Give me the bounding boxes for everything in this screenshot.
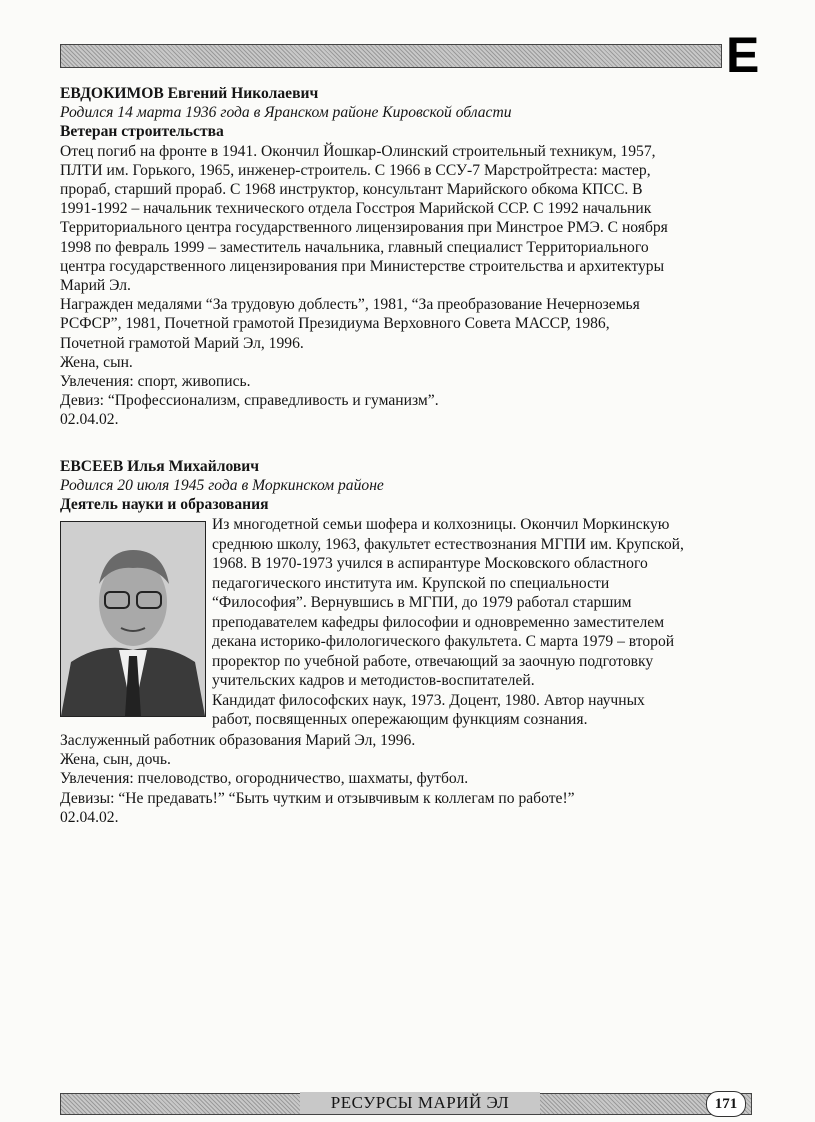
- text-line: Жена, сын, дочь.: [60, 751, 171, 769]
- text-line: Почетной грамотой Марий Эл, 1996.: [60, 334, 304, 352]
- text-line: прораб, старший прораб. С 1968 инструктор, консультант Марийского обкома КПСС. В: [60, 181, 643, 199]
- entry-birth: Родился 20 июля 1945 года в Моркинском районе: [60, 477, 384, 495]
- entry-title: Ветеран строительства: [60, 123, 224, 141]
- entry-birth: Родился 14 марта 1936 года в Яранском районе Кировской области: [60, 104, 512, 122]
- entry-title: Деятель науки и образования: [60, 496, 269, 514]
- text-line: Из многодетной семьи шофера и колхозницы. Окончил Моркинскую: [212, 516, 670, 533]
- text-line: ПЛТИ им. Горького, 1965, инженер-строитель. С 1966 в ССУ-7 Марстройтреста: мастер,: [60, 161, 651, 179]
- text-line: Территориального центра государственного лицензирования при Минстрое РМЭ. С ноября: [60, 219, 668, 237]
- text-line: преподавателем кафедры философии и одновременно заместителем: [212, 613, 665, 631]
- text-line: работ, посвященных опережающим функциям сознания.: [212, 711, 588, 728]
- entry-evseev: [60, 457, 384, 515]
- footer-title: РЕСУРСЫ МАРИЙ ЭЛ: [300, 1092, 540, 1114]
- entry-name: ЕВСЕЕВ Илья Михайлович: [60, 458, 260, 475]
- header-decorative-band: [60, 44, 722, 68]
- text-line: Марий Эл.: [60, 277, 131, 295]
- text-line: Увлечения: пчеловодство, огородничество, шахматы, футбол.: [60, 770, 469, 788]
- text-line: Заслуженный работник образования Марий Эл, 1996.: [60, 732, 416, 749]
- text-line: среднюю школу, 1963, факультет естествознания МГПИ им. Крупской,: [212, 535, 684, 553]
- text-line: 1998 по февраль 1999 – заместитель начальника, главный специалист Территориального: [60, 238, 649, 256]
- text-line: 1991-1992 – начальник технического отдела Госстроя Марийской ССР. С 1992 начальник: [60, 200, 652, 218]
- text-line: Девиз: “Профессионализм, справедливость и гуманизм”.: [60, 392, 439, 410]
- text-line: проректор по учебной работе, отвечающий за заочную подготовку: [212, 652, 654, 670]
- section-letter: Е: [726, 27, 760, 83]
- text-line: центра государственного лицензирования при Министерстве строительства и архитектуры: [60, 257, 665, 275]
- text-line: Увлечения: спорт, живопись.: [60, 373, 251, 391]
- text-line: педагогического института им. Крупской по специальности: [212, 574, 610, 592]
- portrait-photo: [60, 521, 206, 717]
- entry-body: [60, 142, 668, 430]
- text-line: РСФСР”, 1981, Почетной грамотой Президиума Верховного Совета МАССР, 1986,: [60, 315, 610, 333]
- text-line: Кандидат философских наук, 1973. Доцент, 1980. Автор научных: [212, 691, 645, 709]
- text-line: 02.04.02.: [60, 411, 119, 429]
- text-line: “Философия”. Вернувшись в МГПИ, до 1979 работал старшим: [212, 594, 632, 611]
- text-line: учительских кадров и методистов-воспитателей.: [212, 672, 535, 689]
- text-line: Девизы: “Не предавать!” “Быть чутким и отзывчивым к коллегам по работе!”: [60, 789, 575, 807]
- entry-name: ЕВДОКИМОВ Евгений Николаевич: [60, 85, 319, 102]
- text-line: декана историко-филологического факультета. С марта 1979 – второй: [212, 633, 675, 650]
- text-line: Отец погиб на фронте в 1941. Окончил Йошкар-Олинский строительный техникум, 1957,: [60, 142, 656, 160]
- text-line: Жена, сын.: [60, 353, 133, 371]
- entry-body-wrapped: [212, 515, 684, 730]
- entry-evdokimov: [60, 84, 668, 430]
- text-line: 02.04.02.: [60, 808, 119, 826]
- text-line: 1968. В 1970-1973 учился в аспирантуре Московского областного: [212, 555, 648, 572]
- text-line: Награжден медалями “За трудовую доблесть”, 1981, “За преобразование Нечерноземья: [60, 296, 640, 314]
- entry-body: [60, 731, 575, 827]
- page-number: 171: [706, 1091, 746, 1117]
